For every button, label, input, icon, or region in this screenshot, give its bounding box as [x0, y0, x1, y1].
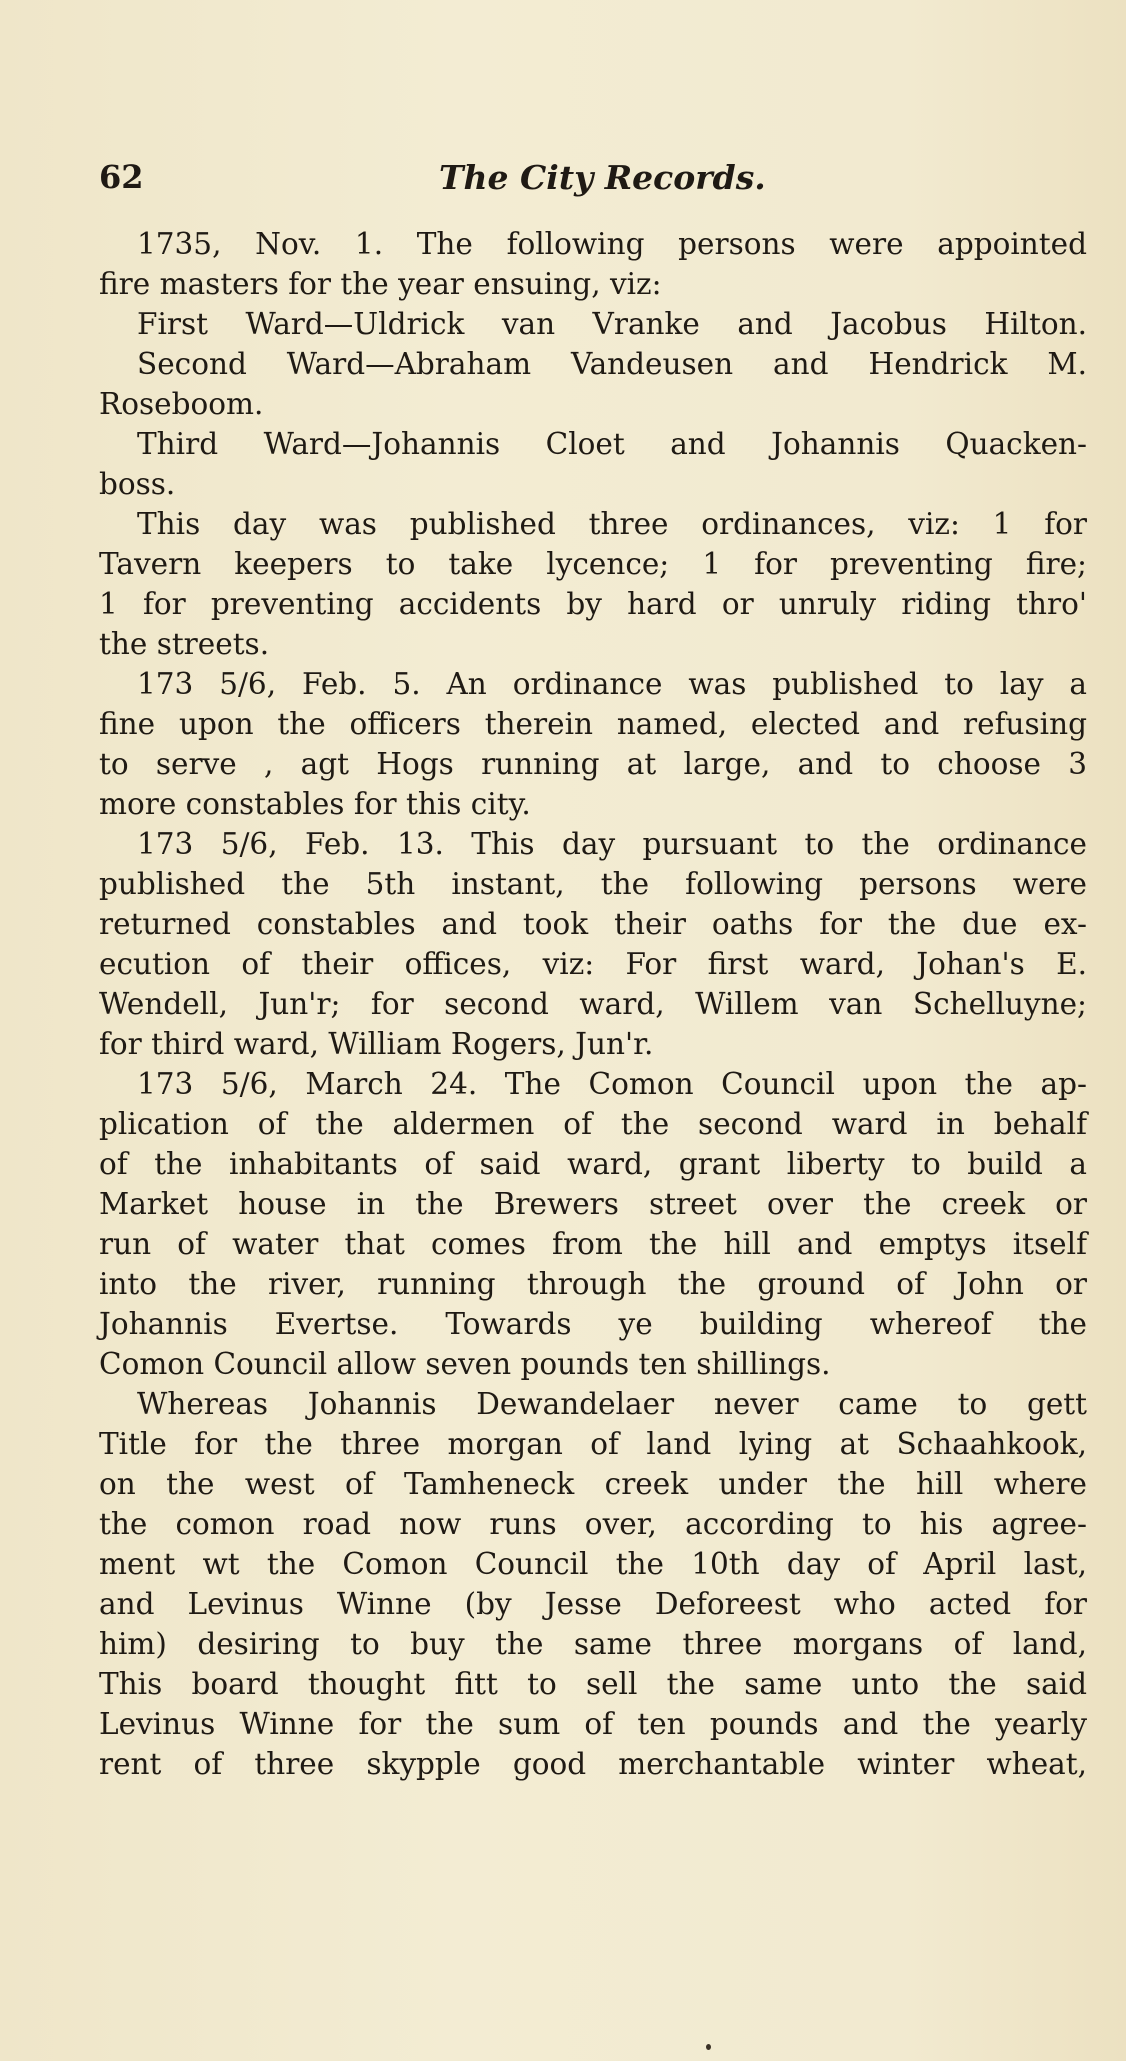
text-line: and Levinus Winne (by Jesse Deforeest who acted for [99, 1587, 1087, 1621]
text-line: for third ward, William Rogers, Jun'r. [99, 1027, 654, 1061]
text-line: published the 5th instant, the following persons were [99, 867, 1087, 901]
text-line: Whereas Johannis Dewandelaer never came to gett [137, 1387, 1087, 1421]
page-body [99, 224, 1087, 1784]
text-line: the comon road now runs over, according to his agree- [99, 1507, 1087, 1541]
text-line: run of water that comes from the hill and emptys itself [99, 1227, 1087, 1261]
text-line: returned constables and took their oaths for the due ex- [99, 907, 1087, 941]
text-line: 1 for preventing accidents by hard or unruly riding thro' [99, 587, 1087, 621]
text-line: to serve , agt Hogs running at large, and to choose 3 [99, 747, 1087, 781]
text-line: Wendell, Jun'r; for second ward, Willem van Schelluyne; [99, 987, 1087, 1021]
text-line: Johannis Evertse. Towards ye building whereof the [99, 1307, 1087, 1341]
text-line: rent of three skypple good merchantable winter wheat, [99, 1747, 1087, 1781]
text-line: This day was published three ordinances, viz: 1 for [137, 507, 1087, 541]
text-line: Tavern keepers to take lycence; 1 for preventing fire; [99, 547, 1087, 581]
text-line: Second Ward—Abraham Vandeusen and Hendrick M. [137, 347, 1087, 381]
text-line: boss. [99, 467, 176, 501]
page-number: 62 [99, 158, 144, 196]
text-line: Roseboom. [99, 387, 264, 421]
text-line: 173 5/6, Feb. 5. An ordinance was published to lay a [137, 667, 1087, 701]
text-line: ment wt the Comon Council the 10th day of April last, [99, 1547, 1087, 1581]
text-line: Comon Council allow seven pounds ten shillings. [99, 1347, 831, 1381]
text-line: Levinus Winne for the sum of ten pounds and the yearly [99, 1707, 1087, 1741]
text-line: on the west of Tamheneck creek under the hill where [99, 1467, 1087, 1501]
text-line: fire masters for the year ensuing, viz: [99, 267, 662, 301]
text-line: him) desiring to buy the same three morgans of land, [99, 1627, 1087, 1661]
text-line: 1735, Nov. 1. The following persons were appointed [137, 227, 1087, 261]
page-header [99, 158, 1089, 204]
text-line: of the inhabitants of said ward, grant liberty to build a [99, 1147, 1087, 1181]
text-line: Title for the three morgan of land lying at Schaahkook, [99, 1427, 1087, 1461]
text-line: 173 5/6, March 24. The Comon Council upon the ap- [137, 1067, 1087, 1101]
ink-speck [706, 2044, 711, 2050]
text-line: Third Ward—Johannis Cloet and Johannis Quacken- [137, 427, 1087, 461]
text-line: ecution of their offices, viz: For first ward, Johan's E. [99, 947, 1087, 981]
text-line: fine upon the officers therein named, elected and refusing [99, 707, 1087, 741]
text-line: Market house in the Brewers street over the creek or [99, 1187, 1087, 1221]
text-line: This board thought fitt to sell the same unto the said [99, 1667, 1087, 1701]
text-line: the streets. [99, 627, 270, 661]
text-line: 173 5/6, Feb. 13. This day pursuant to the ordinance [137, 827, 1087, 861]
text-line: First Ward—Uldrick van Vranke and Jacobus Hilton. [137, 307, 1087, 341]
running-title: The City Records. [439, 158, 766, 197]
text-line: more constables for this city. [99, 787, 531, 821]
text-line: plication of the aldermen of the second ward in behalf [99, 1107, 1087, 1141]
text-line: into the river, running through the ground of John or [99, 1267, 1087, 1301]
